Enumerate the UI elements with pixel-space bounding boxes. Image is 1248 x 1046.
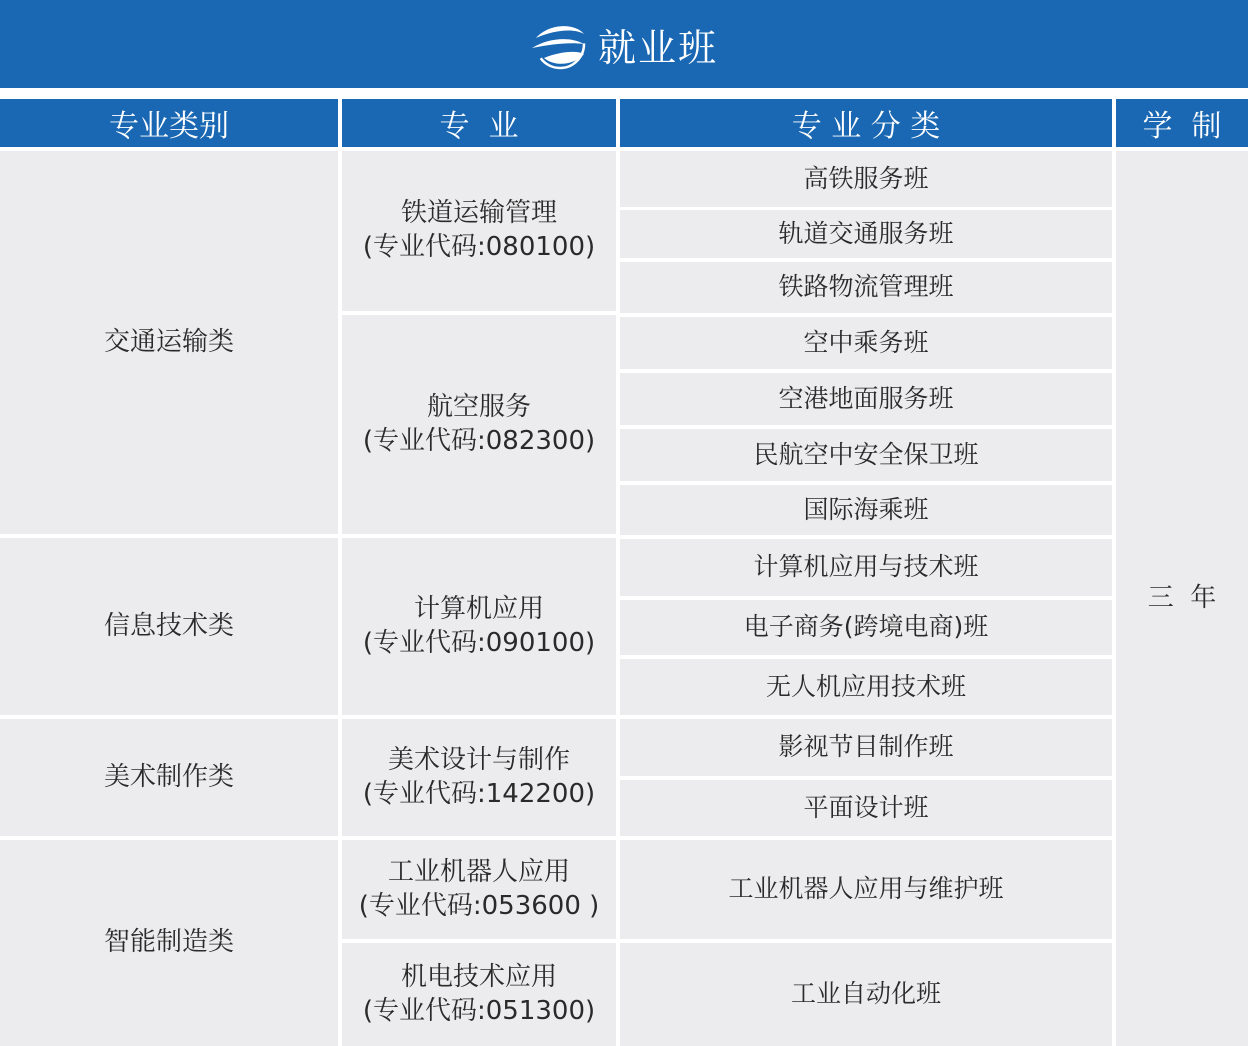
- category-cell: 交通运输类: [0, 151, 338, 534]
- class-cell: 工业自动化班: [620, 943, 1112, 1046]
- major-cell: [342, 719, 616, 836]
- major-cell: [342, 538, 616, 715]
- major-name: 美术设计与制作: [387, 744, 570, 775]
- header-duration: 学 制: [1116, 99, 1248, 147]
- major-cell: [342, 315, 616, 534]
- category-cell: 智能制造类: [0, 840, 338, 1046]
- major-cell: [342, 840, 616, 939]
- class-cell: 工业机器人应用与维护班: [620, 840, 1112, 939]
- major-code: (专业代码:051300): [362, 995, 596, 1026]
- header-category: 专业类别: [0, 99, 338, 147]
- airplane-swoosh-logo-icon: [530, 18, 588, 70]
- major-name: 机电技术应用: [400, 961, 557, 992]
- major-cell: [342, 151, 616, 311]
- class-cell: 民航空中安全保卫班: [620, 429, 1112, 481]
- major-name: 铁道运输管理: [400, 198, 557, 229]
- major-name: 计算机应用: [413, 593, 544, 624]
- major-code: (专业代码:090100): [362, 627, 596, 658]
- major-code: (专业代码:053600 ): [358, 890, 600, 921]
- major-name: 航空服务: [426, 391, 531, 422]
- major-cell: [342, 943, 616, 1046]
- class-cell: 计算机应用与技术班: [620, 539, 1112, 596]
- major-code: (专业代码:142200): [362, 778, 596, 809]
- header-classes: 专 业 分 类: [620, 99, 1112, 147]
- header-major: 专 业: [342, 99, 616, 147]
- class-cell: 铁路物流管理班: [620, 262, 1112, 313]
- class-cell: 国际海乘班: [620, 485, 1112, 535]
- title-banner: [0, 0, 1248, 88]
- page-title: 就业班: [597, 25, 718, 70]
- category-cell: 美术制作类: [0, 719, 338, 836]
- class-cell: 电子商务(跨境电商)班: [620, 600, 1112, 655]
- class-cell: 空中乘务班: [620, 317, 1112, 369]
- class-cell: 高铁服务班: [620, 151, 1112, 207]
- major-name: 工业机器人应用: [387, 856, 570, 887]
- major-code: (专业代码:080100): [362, 232, 596, 262]
- category-cell: 信息技术类: [0, 538, 338, 715]
- class-cell: 平面设计班: [620, 780, 1112, 836]
- duration-cell: 三 年: [1116, 151, 1248, 1046]
- class-cell: 无人机应用技术班: [620, 659, 1112, 715]
- class-cell: 轨道交通服务班: [620, 210, 1112, 258]
- class-cell: 影视节目制作班: [620, 719, 1112, 776]
- major-code: (专业代码:082300): [362, 425, 596, 456]
- class-cell: 空港地面服务班: [620, 373, 1112, 425]
